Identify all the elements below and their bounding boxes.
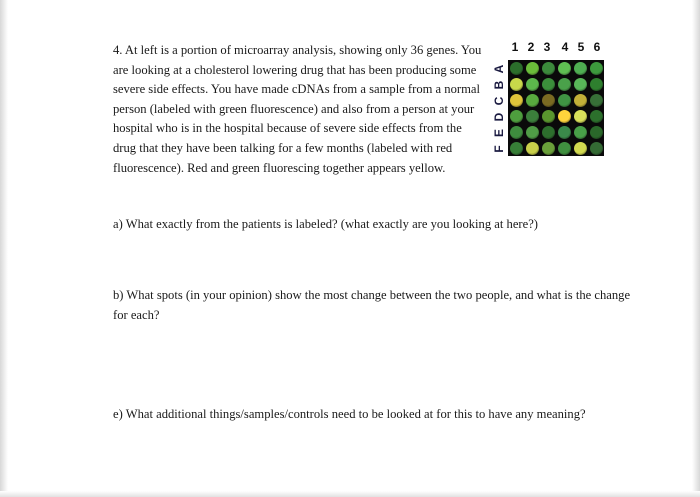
microarray-spot-E4 [558, 126, 571, 139]
question-number: 4. [113, 43, 123, 57]
microarray-column-label: 1 [511, 40, 519, 54]
microarray-row-label: C [492, 96, 506, 106]
microarray-spot-F2 [526, 142, 539, 155]
microarray-column-label: 2 [527, 40, 535, 54]
microarray-spot-D5 [574, 110, 587, 123]
microarray-column-label: 3 [543, 40, 551, 54]
microarray-spot-D6 [590, 110, 603, 123]
microarray-spot-F3 [542, 142, 555, 155]
microarray-column-label: 5 [577, 40, 585, 54]
microarray-row-label: A [492, 64, 506, 74]
microarray-spot-B2 [526, 78, 539, 91]
page-shadow-left [0, 0, 8, 497]
page-shadow-bottom [0, 491, 700, 497]
microarray-spot-D2 [526, 110, 539, 123]
question-4-intro [113, 41, 485, 178]
microarray-column-label: 4 [561, 40, 569, 54]
microarray-figure [492, 40, 612, 160]
microarray-spot-C6 [590, 94, 603, 107]
microarray-spot-C1 [510, 94, 523, 107]
microarray-spot-A3 [542, 62, 555, 75]
microarray-spot-F6 [590, 142, 603, 155]
microarray-spot-B1 [510, 78, 523, 91]
microarray-spot-B4 [558, 78, 571, 91]
microarray-spot-B5 [574, 78, 587, 91]
microarray-column-label: 6 [593, 40, 601, 54]
microarray-grid [508, 60, 604, 156]
microarray-spot-E2 [526, 126, 539, 139]
microarray-row-label: B [492, 80, 506, 90]
microarray-spot-D3 [542, 110, 555, 123]
microarray-spot-A4 [558, 62, 571, 75]
microarray-row-label: D [492, 112, 506, 122]
question-c: e) What additional things/samples/controls need to be looked at for this to have any meaning? [113, 407, 586, 421]
microarray-row-label: F [492, 145, 506, 153]
microarray-spot-C3 [542, 94, 555, 107]
microarray-spot-B6 [590, 78, 603, 91]
question-intro-text: At left is a portion of microarray analysis, showing only 36 genes. You are looking at a cholesterol lowering drug that has been producing some severe side effects. You have made cDNAs from a sample from a normal person (labeled with green fluorescence) and also from a person at your hospital who is in the hospital because of severe side effects from the drug that they have been talking for a few months (labeled with red fluorescence). Red and green fluorescing together appears yellow. [113, 43, 482, 175]
microarray-spot-A6 [590, 62, 603, 75]
microarray-spot-E6 [590, 126, 603, 139]
page-shadow-right [692, 0, 700, 497]
microarray-row-label: E [492, 129, 506, 138]
microarray-spot-A5 [574, 62, 587, 75]
microarray-spot-B3 [542, 78, 555, 91]
question-a: a) What exactly from the patients is labeled? (what exactly are you looking at here?) [113, 217, 538, 231]
microarray-spot-A1 [510, 62, 523, 75]
microarray-spot-C5 [574, 94, 587, 107]
microarray-spot-A2 [526, 62, 539, 75]
question-b: b) What spots (in your opinion) show the most change between the two people, and what is the change for each? [113, 288, 631, 322]
microarray-spot-F4 [558, 142, 571, 155]
microarray-spot-D4 [558, 110, 571, 123]
microarray-spot-D1 [510, 110, 523, 123]
microarray-spot-C4 [558, 94, 571, 107]
microarray-spot-E3 [542, 126, 555, 139]
microarray-spot-F1 [510, 142, 523, 155]
microarray-spot-E5 [574, 126, 587, 139]
microarray-spot-E1 [510, 126, 523, 139]
microarray-spot-F5 [574, 142, 587, 155]
microarray-spot-C2 [526, 94, 539, 107]
